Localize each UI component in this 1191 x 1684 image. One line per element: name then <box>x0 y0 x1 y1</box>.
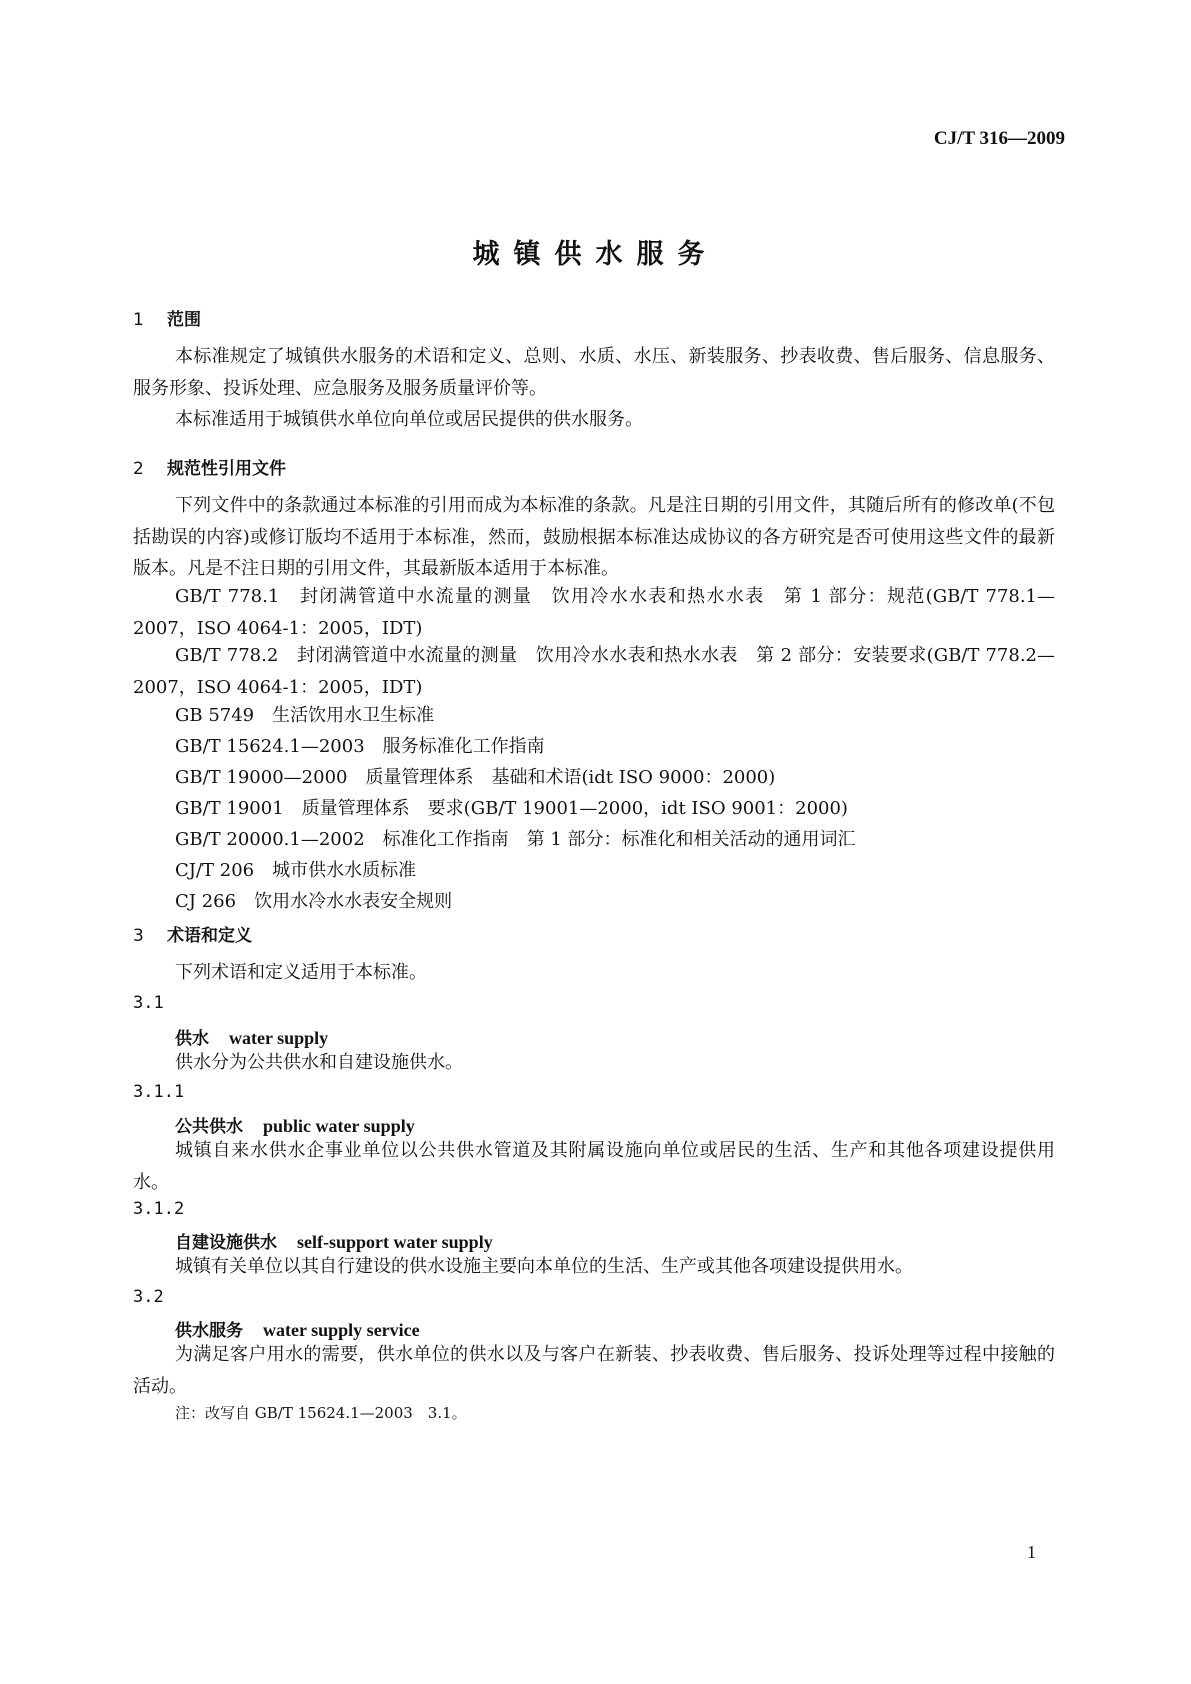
reference-item <box>175 825 856 851</box>
section-1-heading <box>133 305 201 330</box>
term-en: self-support water supply <box>297 1232 493 1252</box>
section-number: 2 <box>133 459 144 479</box>
term-heading <box>175 1112 415 1137</box>
section-2-heading <box>133 454 286 479</box>
reference-item: GB/T 778.2 封闭满管道中水流量的测量 饮用冷水水表和热水水表 第 2 部分：安装要求(GB/T 778.2—2007，ISO 4064-1：2005，IDT) <box>133 645 1055 698</box>
reference-code: CJ 266 <box>175 891 237 912</box>
reference-code: CJ/T 206 <box>175 860 255 881</box>
reference-code: GB 5749 <box>175 705 255 726</box>
term-number: 3.1.2 <box>133 1199 185 1219</box>
term-definition: 为满足客户用水的需要，供水单位的供水以及与客户在新装、抄表收费、售后服务、投诉处理等过程中接触的活动。 <box>133 1344 1055 1397</box>
section-number: 3 <box>133 926 144 946</box>
section-1-paragraph-2: 本标准适用于城镇供水单位向单位或居民提供的供水服务。 <box>175 409 643 430</box>
term-heading <box>175 1024 328 1049</box>
term-en: water supply service <box>263 1320 420 1340</box>
section-number: 1 <box>133 310 144 330</box>
term-en: water supply <box>229 1028 329 1048</box>
reference-title: 标准化工作指南 第 1 部分：标准化和相关活动的通用词汇 <box>382 829 856 850</box>
reference-code: GB/T 20000.1—2002 <box>175 829 365 850</box>
section-title: 术语和定义 <box>167 926 252 946</box>
term-zh: 供水服务 <box>175 1321 243 1341</box>
reference-item <box>175 887 452 913</box>
reference-item <box>175 732 545 758</box>
term-zh: 自建设施供水 <box>175 1233 277 1253</box>
section-title: 范围 <box>167 310 201 330</box>
term-definition: 供水分为公共供水和自建设施供水。 <box>175 1052 463 1073</box>
reference-code: GB/T 19001 <box>175 798 284 819</box>
reference-item <box>175 794 848 820</box>
term-zh: 公共供水 <box>175 1117 243 1137</box>
reference-title: 服务标准化工作指南 <box>382 736 545 757</box>
term-zh: 供水 <box>175 1029 209 1049</box>
section-2-intro: 下列文件中的条款通过本标准的引用而成为本标准的条款。凡是注日期的引用文件，其随后所有的修改单(不包括勘误的内容)或修订版均不适用于本标准，然而，鼓励根据本标准达成协议的各方研究是否可使用这些文件的最新版本。凡是不注日期的引用文件，其最新版本适用于本标准。 <box>133 495 1055 579</box>
reference-title: 质量管理体系 要求(GB/T 19001—2000，idt ISO 9001：2000) <box>301 798 848 819</box>
note: 注：改写自 GB/T 15624.1—2003 3.1。 <box>175 1404 467 1422</box>
section-1-paragraph-1: 本标准规定了城镇供水服务的术语和定义、总则、水质、水压、新装服务、抄表收费、售后服务、信息服务、服务形象、投诉处理、应急服务及服务质量评价等。 <box>133 346 1055 399</box>
term-heading <box>175 1316 420 1341</box>
reference-title: 饮用水冷水水表安全规则 <box>254 891 453 912</box>
reference-title: 质量管理体系 基础和术语(idt ISO 9000：2000) <box>365 767 776 788</box>
term-heading <box>175 1228 493 1253</box>
section-3-heading <box>133 921 252 946</box>
page-number: 1 <box>1027 1542 1036 1562</box>
term-number: 3.1.1 <box>133 1082 185 1102</box>
term-definition: 城镇有关单位以其自行建设的供水设施主要向本单位的生活、生产或其他各项建设提供用水。 <box>175 1256 913 1277</box>
reference-title: 生活饮用水卫生标准 <box>272 705 435 726</box>
document-title: 城镇供水服务 <box>472 239 719 270</box>
term-number: 3.2 <box>133 1287 164 1307</box>
reference-code: GB/T 15624.1—2003 <box>175 736 365 757</box>
term-definition: 城镇自来水供水企事业单位以公共供水管道及其附属设施向单位或居民的生活、生产和其他各项建设提供用水。 <box>133 1140 1055 1193</box>
reference-item <box>175 701 434 727</box>
reference-item <box>175 763 775 789</box>
term-en: public water supply <box>263 1116 415 1136</box>
reference-item <box>175 856 416 882</box>
section-3-intro: 下列术语和定义适用于本标准。 <box>175 962 427 983</box>
standard-code: CJ/T 316—2009 <box>933 128 1065 149</box>
section-title: 规范性引用文件 <box>167 459 286 479</box>
reference-item: GB/T 778.1 封闭满管道中水流量的测量 饮用冷水水表和热水水表 第 1 部分：规范(GB/T 778.1—2007，ISO 4064-1：2005，IDT) <box>133 586 1055 639</box>
reference-title: 城市供水水质标准 <box>272 860 417 881</box>
term-number: 3.1 <box>133 993 164 1013</box>
reference-code: GB/T 19000—2000 <box>175 767 348 788</box>
